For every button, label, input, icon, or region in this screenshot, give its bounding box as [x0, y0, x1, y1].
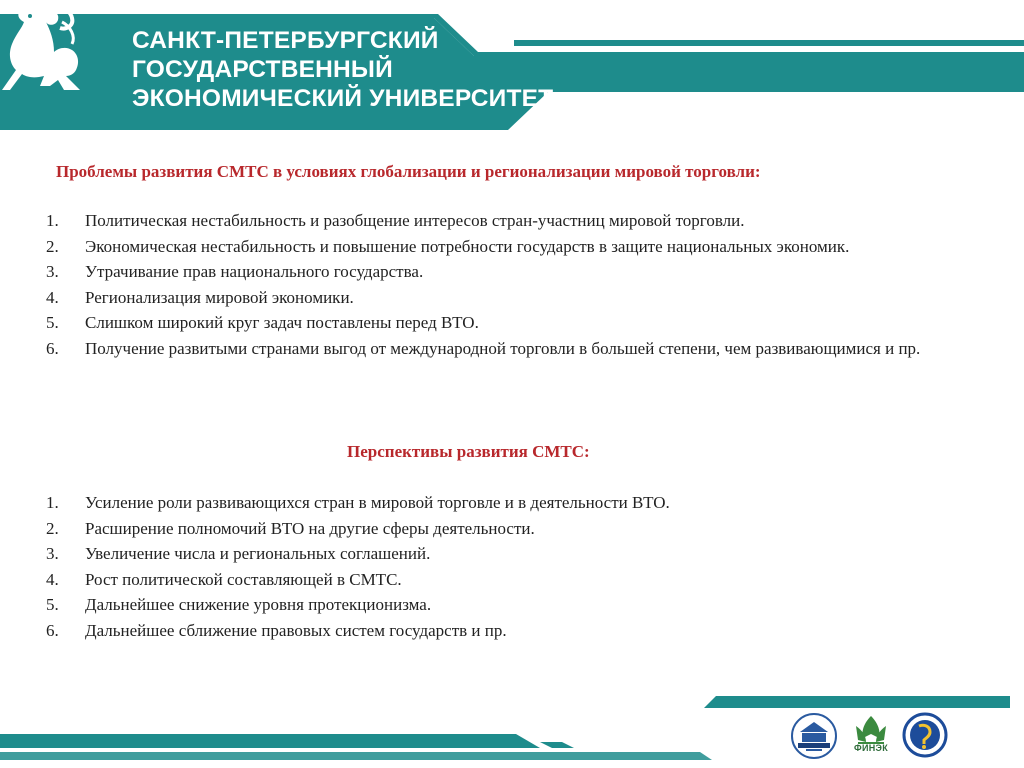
list-item [46, 516, 954, 542]
finec-logo-label: ФИНЭК [853, 743, 889, 753]
list-item-number: 3. [46, 262, 59, 282]
list-item-number: 6. [46, 338, 59, 358]
list-item-text: Регионализация мировой экономики. [85, 287, 354, 307]
prospects-list [46, 490, 954, 644]
list-item [46, 592, 954, 618]
finec-logo-icon [848, 712, 894, 762]
header-banner [0, 0, 1024, 150]
list-item [46, 541, 954, 567]
list-item-number: 6. [46, 620, 59, 640]
griffin-logo-icon [0, 0, 86, 96]
list-item-number: 1. [46, 493, 59, 512]
list-item [46, 336, 954, 362]
list-item-text: Политическая нестабильность и разобщение интересов стран-участниц мировой торговли. [85, 211, 745, 230]
list-item-number: 5. [46, 595, 59, 615]
list-item-number: 4. [46, 287, 59, 307]
list-item-text: Утрачивание прав национального государства. [85, 262, 424, 282]
list-item-text: Дальнейшее снижение уровня протекционизма. [85, 595, 432, 615]
list-item-text: Дальнейшее сближение правовых систем государств и пр. [85, 620, 507, 640]
engecon-logo-icon [790, 712, 838, 760]
list-item [46, 285, 954, 311]
list-item-number: 1. [46, 211, 59, 230]
list-item [46, 208, 954, 234]
problems-title: Проблемы развития СМТС в условиях глобализации и регионализации мировой торговли: [56, 162, 761, 181]
list-item-number: 2. [46, 236, 59, 256]
list-item-text: Увеличение числа и региональных соглашений. [85, 544, 431, 564]
list-item [46, 310, 954, 336]
university-name [132, 26, 572, 113]
list-item [46, 618, 954, 644]
list-item-text: Рост политической составляющей в СМТС. [85, 569, 402, 589]
list-item-text: Получение развитыми странами выгод от международной торговли в большей степени, чем развивающимися и пр. [85, 338, 921, 358]
list-item [46, 490, 954, 516]
list-item-number: 3. [46, 544, 59, 564]
list-item [46, 234, 954, 260]
list-item-number: 5. [46, 313, 59, 333]
list-item-text: Расширение полномочий ВТО на другие сферы деятельности. [85, 518, 535, 538]
university-name-line-3: ЭКОНОМИЧЕСКИЙ УНИВЕРСИТЕТ [132, 85, 554, 112]
list-item-text: Экономическая нестабильность и повышение потребности государств в защите национальных экономик. [85, 236, 850, 256]
list-item-number: 2. [46, 518, 59, 538]
university-name-line-1: САНКТ-ПЕТЕРБУРГСКИЙ [132, 27, 439, 54]
list-item-text: Усиление роли развивающихся стран в мировой торговле и в деятельности ВТО. [85, 493, 670, 512]
list-item [46, 567, 954, 593]
list-item-text: Слишком широкий круг задач поставлены перед ВТО. [85, 313, 479, 333]
university-name-line-2: ГОСУДАРСТВЕННЫЙ [132, 56, 393, 83]
spbguef-logo-icon [902, 712, 948, 758]
problems-list [46, 208, 954, 362]
list-item-number: 4. [46, 569, 59, 589]
prospects-title: Перспективы развития СМТС: [347, 442, 590, 461]
list-item [46, 259, 954, 285]
